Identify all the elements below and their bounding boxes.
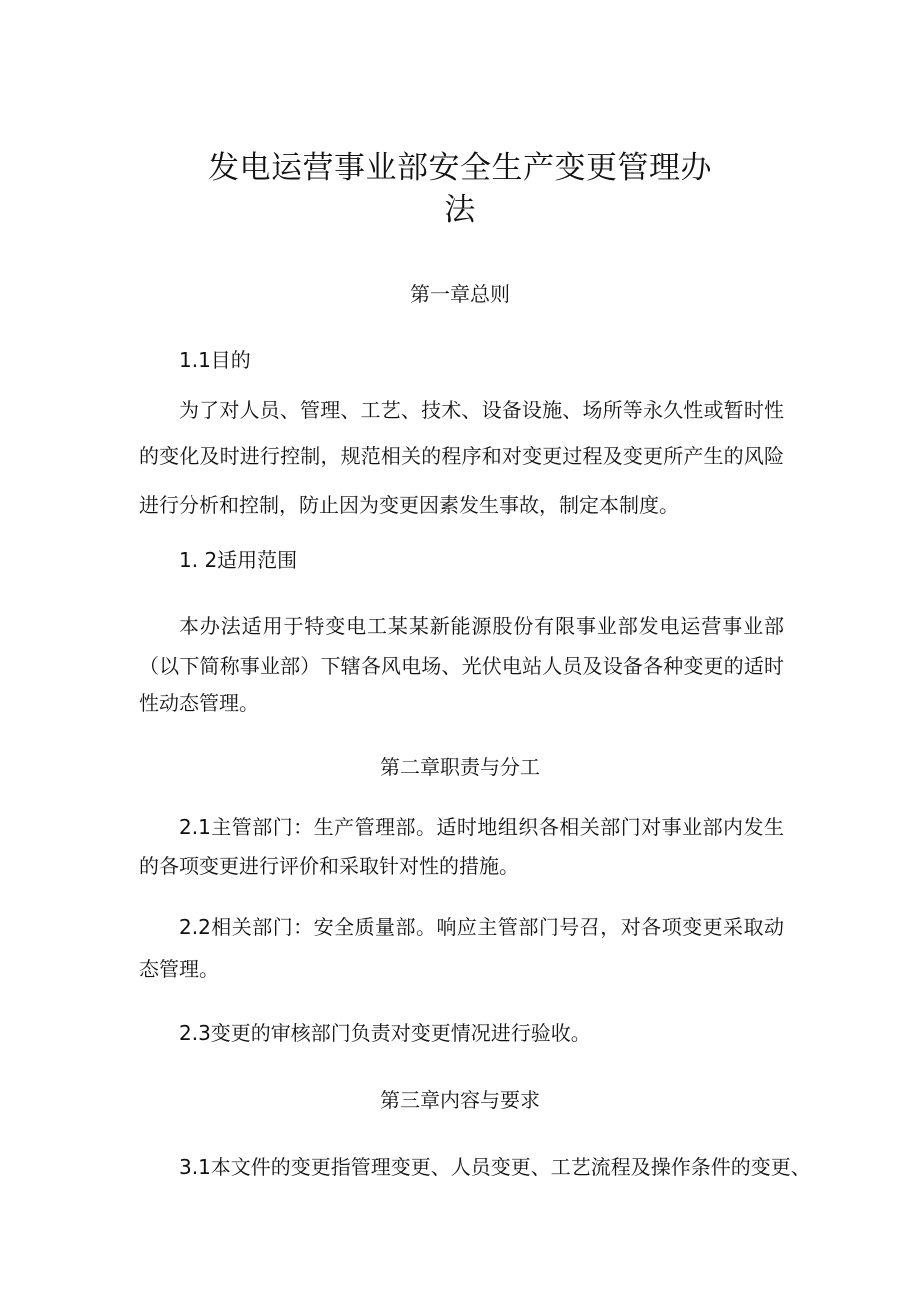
section-1-2-paragraph-line: （以下简称事业部）下辖各风电场、光伏电站人员及设备各种变更的适时 [139, 654, 784, 678]
section-2-2-line: 态管理。 [139, 957, 219, 981]
section-1-1-paragraph-line: 的变化及时进行控制，规范相关的程序和对变更过程及变更所产生的风险 [139, 444, 784, 468]
section-2-2-line: 2.2相关部门：安全质量部。响应主管部门号召，对各项变更采取动 [179, 915, 784, 939]
document-title-line-1: 发电运营事业部安全生产变更管理办 [208, 150, 712, 186]
section-3-1-line: 3.1本文件的变更指管理变更、人员变更、工艺流程及操作条件的变更、 [179, 1155, 811, 1179]
section-2-3-line: 2.3变更的审核部门负责对变更情况进行验收。 [179, 1021, 591, 1045]
section-2-1-line: 2.1主管部门：生产管理部。适时地组织各相关部门对事业部内发生 [179, 815, 784, 839]
section-1-2-paragraph-line: 本办法适用于特变电工某某新能源股份有限事业部发电运营事业部 [179, 614, 784, 638]
section-2-1-line: 的各项变更进行评价和采取针对性的措施。 [139, 854, 519, 878]
document-title-line-2: 法 [444, 192, 476, 228]
chapter-2-heading: 第二章职责与分工 [380, 755, 540, 779]
section-1-1-paragraph-line: 进行分析和控制，防止因为变更因素发生事故，制定本制度。 [139, 493, 679, 517]
section-1-2-heading: 1. 2适用范围 [179, 548, 298, 572]
chapter-1-heading: 第一章总则 [410, 282, 510, 306]
chapter-3-heading: 第三章内容与要求 [380, 1088, 540, 1112]
section-1-1-paragraph-line: 为了对人员、管理、工艺、技术、设备设施、场所等永久性或暂时性 [179, 398, 784, 422]
section-1-1-heading: 1.1目的 [179, 348, 251, 372]
section-1-2-paragraph-line: 性动态管理。 [139, 691, 259, 715]
